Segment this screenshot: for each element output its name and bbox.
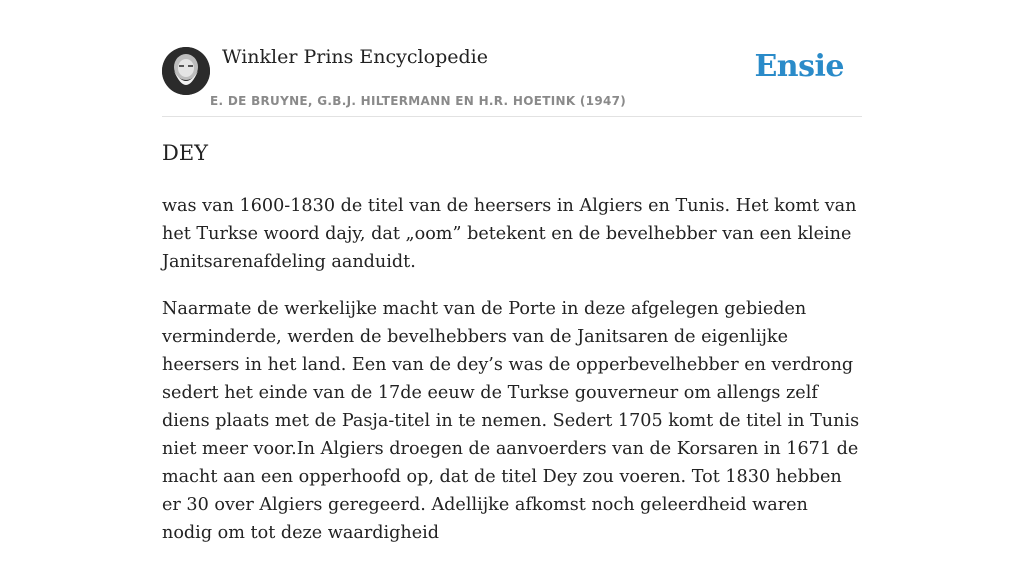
paragraph: Naarmate de werkelijke macht van de Porte in deze afgelegen gebieden verminderde, werden de bevelhebbers van de Janitsaren de eigenlijke heersers in het land. Een van de dey’s was de opperbevelhebber en verdrong sedert het einde van de 17de eeuw de Turkse gouverneur om allengs zelf diens plaats met de Pasja-titel in te nemen. Sedert 1705 komt de titel in Tunis niet meer voor.In Algiers droegen de aanvoerders van de Korsaren in 1671 de macht aan een opperhoofd op, dat de titel Dey zou voeren. Tot 1830 hebben er 30 over Algiers geregeerd. Adellijke afkomst noch geleerdheid waren nodig om tot deze waardigheid	[162, 299, 860, 543]
paragraph: was van 1600-1830 de titel van de heersers in Algiers en Tunis. Het komt van het Turkse woord dajy, dat „oom” betekent en de bevelhebber van een kleine Janitsarenafdeling aanduidt.	[162, 196, 857, 272]
source-title[interactable]: Winkler Prins Encyclopedie	[222, 46, 488, 68]
source-header	[162, 0, 862, 117]
author-portrait-icon	[162, 47, 210, 95]
ensie-logo[interactable]: Ensie	[754, 49, 844, 84]
entry-title: DEY	[162, 141, 209, 165]
source-authors: E. DE BRUYNE, G.B.J. HILTERMANN EN H.R. HOETINK (1947)	[210, 94, 627, 108]
page-container	[162, 0, 862, 543]
entry-body	[162, 192, 862, 566]
author-avatar[interactable]	[162, 47, 210, 95]
